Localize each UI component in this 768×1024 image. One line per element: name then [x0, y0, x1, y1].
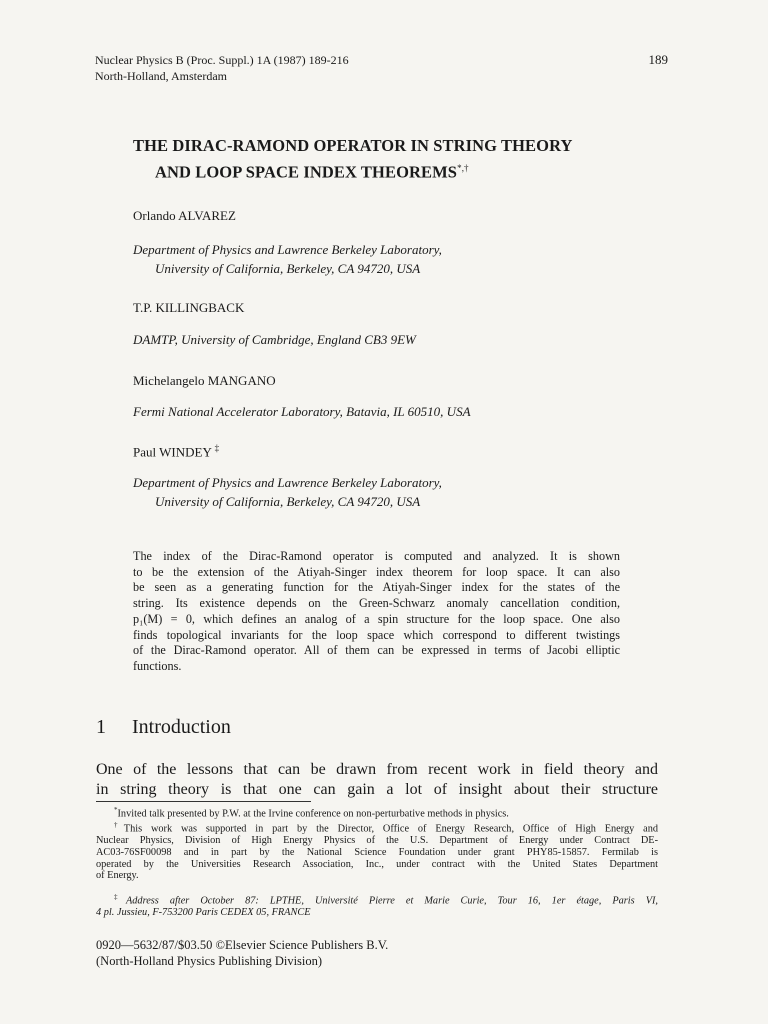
publisher-location: North-Holland, Amsterdam	[95, 69, 227, 83]
author-footnote-mark: ‡	[214, 443, 220, 453]
author-name: Paul WINDEY ‡	[133, 443, 220, 460]
journal-citation: Nuclear Physics B (Proc. Suppl.) 1A (1987) 189-216	[95, 53, 349, 67]
publisher-footer	[96, 937, 388, 969]
author-affiliation: Department of Physics and Lawrence Berkeley Laboratory, University of California, Berkeley, CA 94720, USA	[133, 475, 442, 509]
footnote-1: *Invited talk presented by P.W. at the Irvine conference on non-perturbative methods in physics.	[114, 806, 509, 820]
abstract-line: The index of the Dirac-Ramond operator is computed and analyzed. It is shown	[133, 549, 620, 563]
body-line: One of the lessons that can be drawn from recent work in field theory and	[96, 761, 658, 778]
section-number: 1	[96, 716, 106, 738]
abstract-line: of the Dirac-Ramond operator. All of them can be expressed in terms of Jacobi elliptic	[133, 643, 620, 658]
author-affiliation: Department of Physics and Lawrence Berkeley Laboratory, University of California, Berkeley, CA 94720, USA	[133, 242, 442, 276]
abstract-line: string. Its existence depends on the Green-Schwarz anomaly cancellation condition,	[133, 596, 620, 611]
footnotes	[96, 805, 658, 919]
abstract-line: functions.	[133, 658, 182, 673]
abstract-line: be seen as a generating function for the Atiyah-Singer index for the states of the	[133, 580, 620, 595]
page-number: 189	[648, 52, 668, 67]
body-text	[96, 760, 658, 800]
author-affiliation: DAMTP, University of Cambridge, England CB3 9EW	[133, 332, 416, 347]
body-line: in string theory is that one can gain a lot of insight about their structure	[96, 781, 658, 798]
abstract-line: p₁(M) = 0, which defines an analog of a spin structure for the loop space. One also	[133, 611, 620, 626]
footnote-3: ‡Address after October 87: LPTHE, Université Pierre et Marie Curie, Tour 16, 1er étage, Paris VI, 4 pl. Jussieu, F-753200 Paris CEDEX 05, FRANCE	[96, 893, 659, 919]
author-affiliation: Fermi National Accelerator Laboratory, Batavia, IL 60510, USA	[133, 404, 471, 419]
author-name: Michelangelo MANGANO	[133, 373, 276, 388]
author-name: T.P. KILLINGBACK	[133, 300, 245, 315]
journal-header	[95, 52, 349, 84]
footnote-divider	[96, 801, 311, 802]
title-footnote-marks: *,†	[457, 163, 469, 173]
author-name: Orlando ALVAREZ	[133, 208, 236, 223]
title-line-2: AND LOOP SPACE INDEX THEOREMS*,†	[155, 162, 469, 182]
abstract	[133, 549, 620, 675]
section-title: Introduction	[132, 716, 231, 738]
abstract-line: finds topological invariants for the loop space which correspond to different twistings	[133, 627, 620, 642]
paper-title	[95, 135, 675, 184]
publishing-division: (North-Holland Physics Publishing Division)	[96, 954, 323, 968]
footnote-2: †This work was supported in part by the Director, Office of Energy Research, Office of High Energy and Nuclear Physics, Division of High Energy Physics of the U.S. Department of Energy under Contract DE- AC03-76SF00098 and in part by the National Science Foundation under grant PHY85-15857. Fermilab is operated by the Universities Research Association, Inc., under contract with the United States Department of Energy.	[96, 821, 658, 882]
abstract-line: to be the extension of the Atiyah-Singer index theorem for loop space. It can also	[133, 564, 620, 579]
issn-copyright: 0920—5632/87/$03.50 ©Elsevier Science Publishers B.V.	[96, 938, 389, 952]
section-heading	[96, 716, 231, 739]
title-line-1: THE DIRAC-RAMOND OPERATOR IN STRING THEORY	[133, 136, 573, 155]
